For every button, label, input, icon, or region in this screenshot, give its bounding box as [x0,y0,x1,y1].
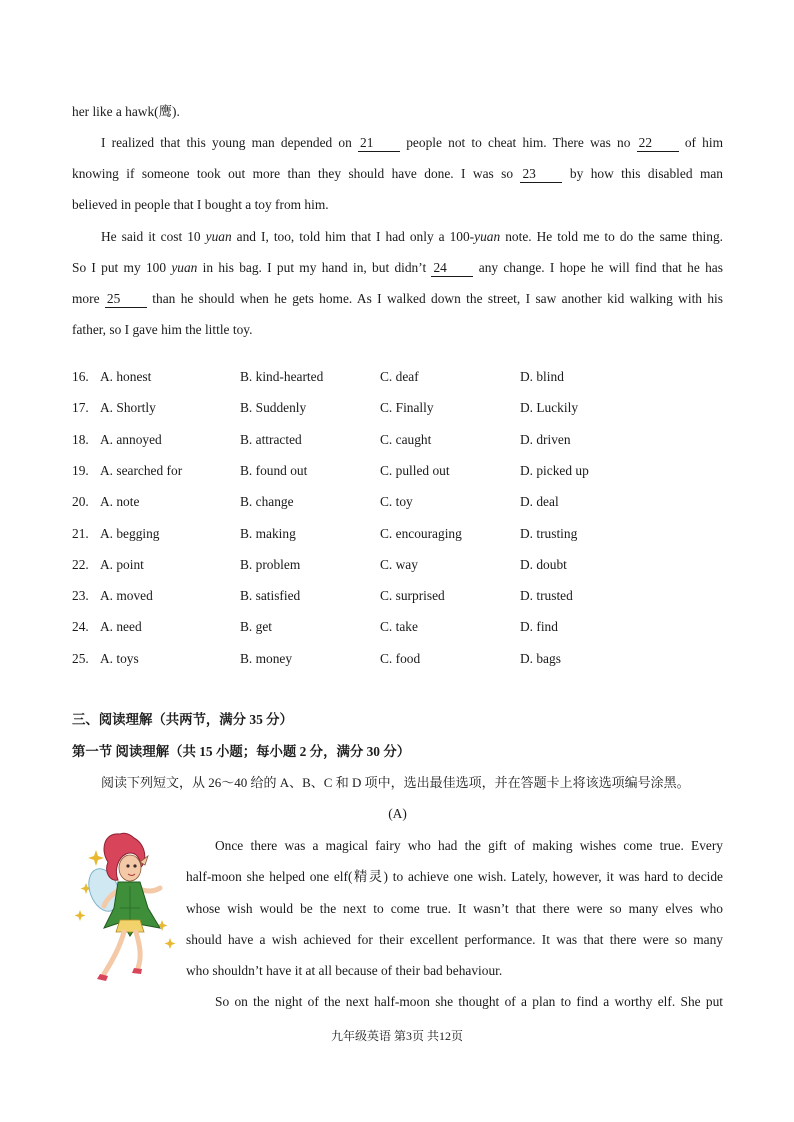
option-c: C. food [380,650,421,666]
question-row [72,430,723,450]
question-row [72,586,723,606]
question-row [72,617,723,637]
passage-text: So I put my 100 [72,260,167,275]
question-row [72,492,723,512]
question-number: 18. [72,431,89,447]
passage-text: in his bag. I put my hand in, but didn’t [202,260,427,275]
passage-text: of him [684,135,724,150]
passage-line [72,289,723,309]
section-instructions: 阅读下列短文，从 26～40 给的 A、B、C 和 D 项中，选出最佳选项，并在答题卡上将该选项编号涂黑。 [101,775,690,790]
fairy-illustration [74,828,180,988]
blank-25: 25 [105,291,147,308]
passage-text: than he should when he gets home. As I walked down the street, I saw another kid walking with his [152,291,723,306]
passage-text: any change. I hope he will find that he has [478,260,723,275]
option-a: A. toys [100,650,139,666]
option-b: B. satisfied [240,588,301,604]
option-c: C. caught [380,431,432,447]
option-a: A. begging [100,525,160,541]
option-d: D. doubt [520,556,567,572]
option-b: B. change [240,494,294,510]
blank-24: 24 [431,260,473,277]
story-line: whose wish would be the next to come true. It wasn’t that there were so many elves who [186,901,723,916]
question-row [72,649,723,669]
option-a: A. point [100,556,144,572]
story-line: should have a wish achieved for their excellent performance. It was that there were so many [186,932,723,947]
passage-line [72,195,723,215]
yuan-word: yuan [171,260,198,275]
passage-line [72,320,723,340]
question-number: 20. [72,494,89,510]
option-a: A. note [100,494,140,510]
passage-text: more [72,291,100,306]
question-number: 21. [72,525,89,541]
question-row [72,367,723,387]
option-b: B. money [240,650,293,666]
option-b: B. making [240,525,296,541]
question-number: 16. [72,369,89,384]
option-c: C. toy [380,494,413,510]
passage-text: knowing if someone took out more than they should have done. I was so [72,166,514,181]
option-c: C. deaf [380,369,419,384]
option-a: A. searched for [100,462,183,478]
option-d: D. trusting [520,525,578,541]
option-a: A. annoyed [100,431,162,447]
story-line: half-moon she helped one elf(精灵) to achieve one wish. Lately, however, it was hard to decide [186,869,723,884]
option-a: A. moved [100,588,153,604]
question-number: 24. [72,619,89,635]
passage-line [72,102,723,122]
option-b: B. kind-hearted [240,369,324,384]
story-line: who shouldn’t have it at all because of their bad behaviour. [186,963,503,978]
blank-21: 21 [358,135,400,152]
passage-text: I realized that this young man depended on [101,135,352,150]
option-b: B. problem [240,556,301,572]
option-d: D. trusted [520,588,573,604]
option-b: B. get [240,619,272,635]
option-c: C. encouraging [380,525,462,541]
passage-text: and I, too, told him that I had only a 100- [236,229,475,244]
option-b: B. Suddenly [240,400,307,416]
question-row [72,555,723,575]
page-footer: 九年级英语 第3页 共12页 [330,1029,463,1043]
option-d: D. deal [520,494,559,510]
story-line: Once there was a magical fairy who had the gift of making wishes come true. Every [215,838,723,853]
sparkle-icon [165,938,176,949]
blank-22: 22 [637,135,679,152]
question-row [72,398,723,418]
passage-text: people not to cheat him. There was no [406,135,631,150]
sparkle-icon [88,850,104,866]
passage-line [72,258,723,278]
blank-23: 23 [520,166,562,183]
passage-text: father, so I gave him the little toy. [72,322,253,337]
yuan-word: yuan [205,229,232,244]
option-d: D. bags [520,650,561,666]
question-number: 22. [72,556,89,572]
section-title: 三、阅读理解（共两节，满分 35 分） [72,712,293,727]
option-a: A. Shortly [100,400,156,416]
passage-label: (A) [388,806,407,821]
sparkle-icon [75,910,86,921]
passage-text: note. He told me to do the same thing. [505,229,723,244]
option-c: C. surprised [380,588,445,604]
passage-text: by how this disabled man [569,166,723,181]
option-a: A. honest [100,369,152,384]
option-d: D. picked up [520,462,589,478]
passage-line [72,164,723,184]
question-number: 17. [72,400,89,416]
option-a: A. need [100,619,142,635]
question-row [72,461,723,481]
passage-text: He said it cost 10 [101,229,201,244]
option-c: C. way [380,556,418,572]
option-b: B. attracted [240,431,302,447]
question-number: 25. [72,650,89,666]
section-subtitle: 第一节 阅读理解（共 15 小题；每小题 2 分，满分 30 分） [72,744,411,759]
option-d: D. find [520,619,558,635]
passage-line [101,227,723,247]
option-c: C. Finally [380,400,434,416]
question-number: 19. [72,462,89,478]
story-line: So on the night of the next half-moon she thought of a plan to find a worthy elf. She put [215,994,723,1009]
yuan-word: yuan [474,229,501,244]
option-c: C. pulled out [380,462,450,478]
option-b: B. found out [240,462,308,478]
passage-text: her like a hawk(鹰). [72,104,180,119]
option-d: D. Luckily [520,400,579,416]
question-row [72,524,723,544]
passage-line [101,133,723,153]
option-c: C. take [380,619,418,635]
option-d: D. driven [520,431,571,447]
question-number: 23. [72,588,89,604]
option-d: D. blind [520,369,564,384]
passage-text: believed in people that I bought a toy from him. [72,197,329,212]
